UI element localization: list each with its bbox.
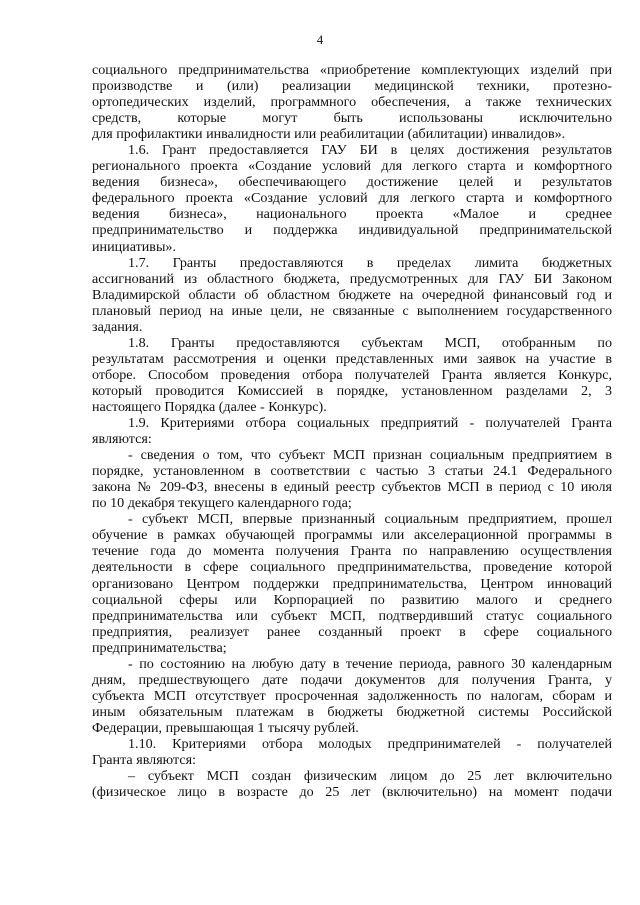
- text-line: предпринимательства;: [92, 639, 227, 656]
- document-body: [92, 62, 612, 800]
- paragraph: [92, 656, 612, 736]
- text-line: настоящего Порядка (далее - Конкурс).: [92, 398, 327, 415]
- text-line: ассигнований из областного бюджета, предусмотренных для ГАУ БИ Законом: [92, 270, 612, 287]
- text-line: по 10 декабря текущего календарного года;: [92, 495, 352, 512]
- text-line: – субъект МСП создан физическим лицом до 25 лет включительно: [128, 768, 612, 785]
- text-line: предприятия, реализует ранее созданный проект в сфере социального: [92, 623, 612, 640]
- text-line: организовано Центром поддержки предпринимательства, Центром инноваций: [92, 575, 612, 592]
- text-line: отборе. Способом проведения отбора получателей Гранта является Конкурс,: [92, 366, 612, 383]
- text-line: - сведения о том, что субъект МСП признан социальным предприятием в: [128, 447, 612, 464]
- text-line: предпринимательства или субъект МСП, подтвердивший статус социального: [92, 607, 612, 624]
- text-line: социальной сферы или Корпорацией по развитию малого и среднего: [92, 591, 612, 608]
- text-line: - по состоянию на любую дату в течение периода, равного 30 календарным: [128, 655, 612, 672]
- text-line: являются:: [92, 431, 152, 448]
- text-line: 1.6. Грант предоставляется ГАУ БИ в целях достижения результатов: [128, 142, 612, 159]
- text-line: дням, предшествующего дате подачи документов для получения Гранта, у: [92, 671, 612, 688]
- text-line: обучение в рамках обучающей программы или акселерационной программы в: [92, 527, 612, 544]
- text-line: закона № 209-ФЗ, внесены в единый реестр субъектов МСП в период с 10 июля: [92, 479, 612, 496]
- text-line: социального предпринимательства «приобретение комплектующих изделий при: [92, 62, 612, 78]
- text-line: Владимирской области об областном бюджете на очередной финансовый год и: [92, 286, 612, 303]
- text-line: иным обязательным платежам в бюджеты бюджетной системы Российской: [92, 703, 612, 720]
- paragraph: [92, 62, 612, 142]
- text-line: Федерации, превышающая 1 тысячу рублей.: [92, 719, 359, 736]
- text-line: субъекта МСП отсутствует просроченная задолженность по налогам, сборам и: [92, 687, 612, 704]
- text-line: инициативы».: [92, 238, 176, 255]
- paragraph: [92, 447, 612, 511]
- text-line: (физическое лицо в возрасте до 25 лет (включительно) на момент подачи: [92, 784, 612, 801]
- text-line: который проводится Комиссией в порядке, установленном разделами 2, 3: [92, 382, 612, 399]
- text-line: 1.8. Гранты предоставляются субъектам МСП, отобранным по: [128, 334, 612, 351]
- paragraph: [92, 511, 612, 655]
- paragraph: [92, 415, 612, 447]
- text-line: 1.9. Критериями отбора социальных предприятий - получателей Гранта: [128, 415, 612, 432]
- text-line: ведения бизнеса», обеспечивающего достижение целей и результатов: [92, 174, 612, 191]
- page-number: 4: [316, 32, 324, 47]
- text-line: результатам рассмотрения и оценки представленных ими заявок на участие в: [92, 350, 612, 367]
- text-line: производстве и (или) реализации медицинской техники, протезно-: [92, 78, 612, 95]
- text-line: Гранта являются:: [92, 752, 197, 769]
- text-line: деятельности в сфере социального предпринимательства, проведение которой: [92, 559, 612, 576]
- text-line: предпринимательство и поддержка индивидуальной предпринимательской: [92, 222, 612, 239]
- paragraph: [92, 335, 612, 415]
- paragraph: [92, 255, 612, 335]
- text-line: 1.7. Гранты предоставляются в пределах лимита бюджетных: [128, 254, 612, 271]
- text-line: течение года до момента получения Гранта по направлению осуществления: [92, 543, 612, 560]
- text-line: ортопедических изделий, программного обеспечения, а также технических: [92, 94, 612, 111]
- text-line: порядке, установленном в соответствии с частью 3 статьи 24.1 Федерального: [92, 463, 612, 480]
- text-line: - субъект МСП, впервые признанный социальным предприятием, прошел: [128, 511, 612, 528]
- text-line: федерального проекта «Создание условий для легкого старта и комфортного: [92, 190, 612, 207]
- text-line: регионального проекта «Создание условий для легкого старта и комфортного: [92, 158, 612, 175]
- paragraph: [92, 142, 612, 254]
- paragraph: [92, 768, 612, 800]
- text-line: задания.: [92, 318, 143, 335]
- text-line: ведения бизнеса», национального проекта «Малое и среднее: [92, 206, 612, 223]
- text-line: средств, которые могут быть использованы исключительно: [92, 110, 612, 127]
- text-line: для профилактики инвалидности или реабилитации (абилитации) инвалидов».: [92, 126, 566, 143]
- text-line: 1.10. Критериями отбора молодых предпринимателей - получателей: [128, 735, 612, 752]
- text-line: плановый период на иные цели, не связанные с выполнением государственного: [92, 302, 612, 319]
- paragraph: [92, 736, 612, 768]
